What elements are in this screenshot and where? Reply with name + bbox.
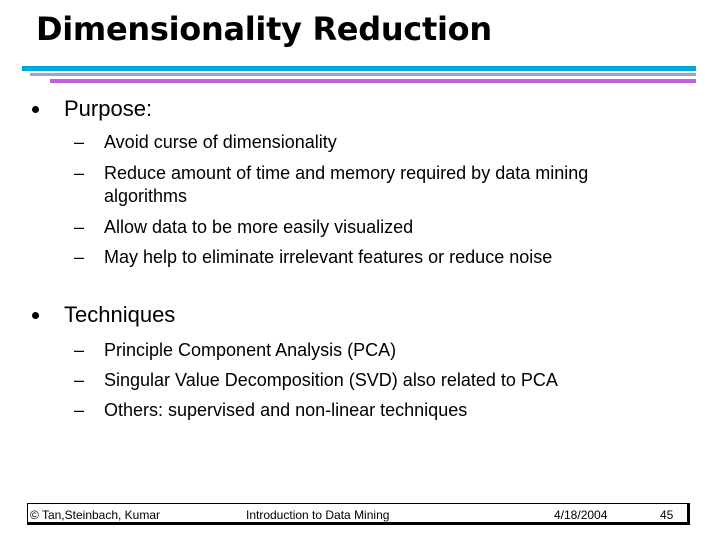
bullet-dot-icon	[32, 106, 39, 113]
dash-icon: –	[74, 400, 85, 420]
sub-item-text: Avoid curse of dimensionality	[104, 132, 337, 152]
dash-icon: –	[74, 163, 85, 183]
bullet-purpose	[30, 96, 152, 122]
sub-item	[74, 399, 467, 421]
sub-item-text: algorithms	[104, 186, 188, 206]
title-rule-bottom	[50, 79, 696, 83]
sub-item	[74, 216, 413, 238]
footer-date: 4/18/2004	[554, 508, 608, 522]
sub-item	[74, 131, 337, 153]
sub-item-text: Others: supervised and non-linear techniques	[104, 400, 468, 420]
dash-icon: –	[74, 370, 85, 390]
bullet-techniques-label: Techniques	[64, 302, 176, 327]
bullet-techniques	[30, 302, 175, 328]
footer-page-number: 45	[660, 508, 674, 522]
bullet-dot-icon	[32, 312, 39, 319]
dash-icon: –	[74, 132, 85, 152]
sub-item	[74, 339, 396, 361]
sub-item	[74, 369, 558, 391]
title-rule-top	[22, 66, 696, 71]
sub-item-text: Singular Value Decomposition (SVD) also related to PCA	[104, 370, 558, 390]
sub-item-text: Allow data to be more easily visualized	[104, 217, 414, 237]
sub-item-text: Reduce amount of time and memory required by data mining	[104, 163, 589, 183]
sub-item-text: May help to eliminate irrelevant features or reduce noise	[104, 247, 553, 267]
sub-item	[74, 246, 552, 268]
dash-icon: –	[74, 247, 85, 267]
title-rule-middle	[30, 73, 696, 76]
footer-course: Introduction to Data Mining	[246, 508, 390, 522]
sub-item-continuation	[74, 185, 187, 207]
dash-icon: –	[74, 340, 85, 360]
slide-title: Dimensionality Reduction	[36, 10, 492, 48]
footer-copyright: © Tan,Steinbach, Kumar	[30, 508, 161, 522]
sub-item-text: Principle Component Analysis (PCA)	[104, 340, 397, 360]
dash-icon: –	[74, 217, 85, 237]
sub-item	[74, 162, 588, 184]
bullet-purpose-label: Purpose:	[64, 96, 153, 121]
